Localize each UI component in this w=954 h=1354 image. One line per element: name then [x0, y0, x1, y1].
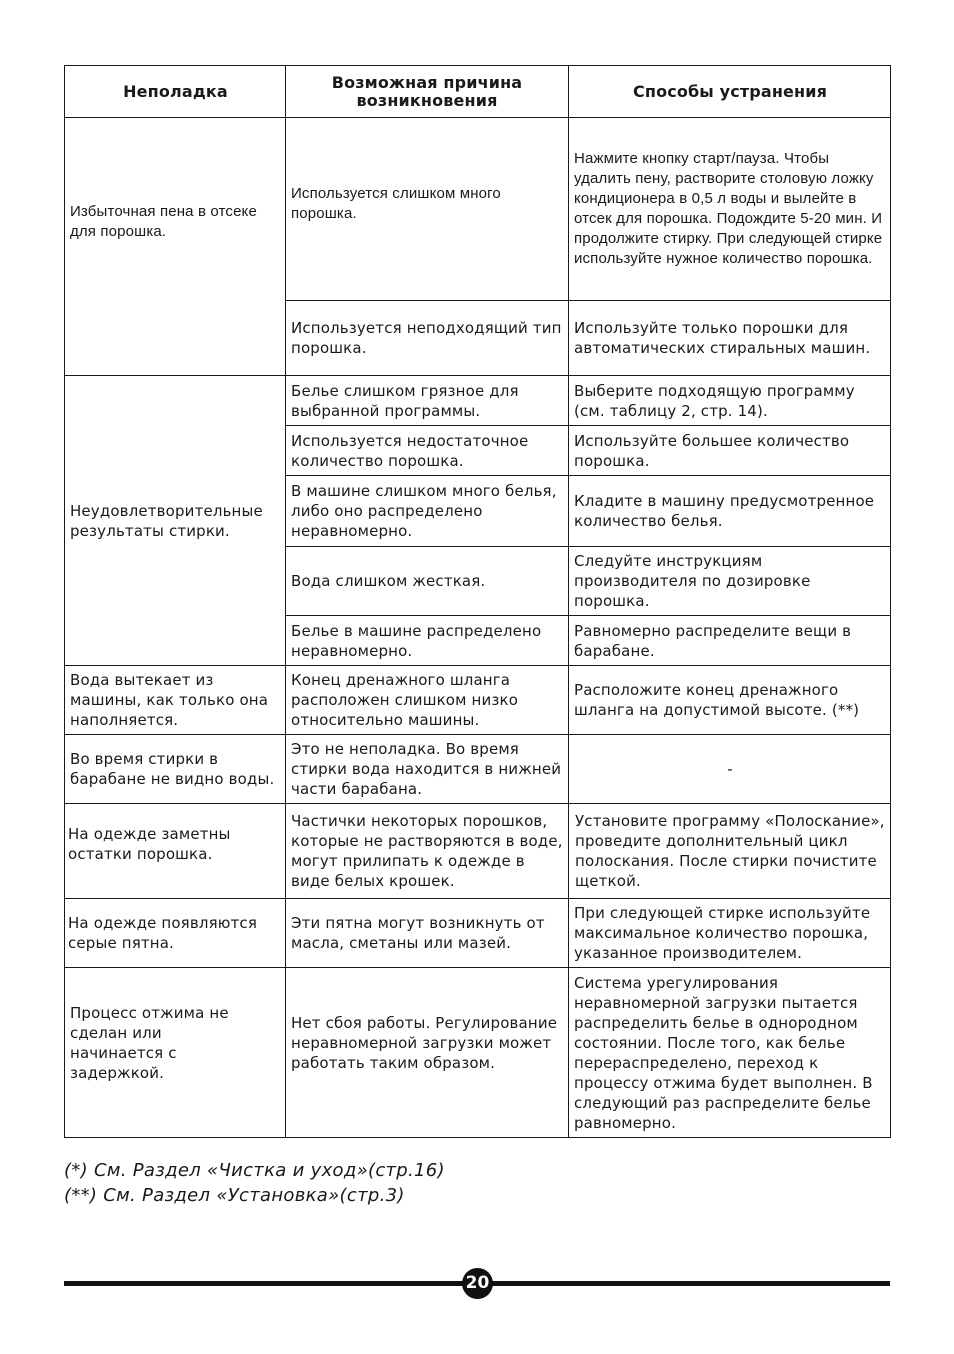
cause-cell: Белье в машине распределено неравномерно.: [286, 616, 569, 666]
solution-cell: Система урегулирования неравномерной загрузки пытается распределить белье в однородном состоянии. После того, как белье перераспределено, переход к процессу отжима будет выполнен. В следующий раз распределите белье равномерно.: [569, 968, 891, 1138]
footer-rule-right: [490, 1281, 890, 1286]
solution-cell: Используйте только порошки для автоматических стиральных машин.: [569, 301, 891, 376]
troubleshooting-table: [64, 65, 891, 1138]
footnote-installation: (**) См. Раздел «Установка»(стр.3): [64, 1185, 405, 1206]
table-row: [65, 666, 891, 735]
problem-cell: На одежде заметны остатки порошка.: [65, 804, 286, 899]
solution-cell: При следующей стирке используйте максимальное количество порошка, указанное производителем.: [569, 899, 891, 968]
header-cause: Возможная причина возникновения: [286, 66, 569, 118]
cause-cell: Используется недостаточное количество порошка.: [286, 426, 569, 476]
table-row: [65, 118, 891, 301]
cause-cell: Это не неполадка. Во время стирки вода находится в нижней части барабана.: [286, 735, 569, 804]
problem-cell: Во время стирки в барабане не видно воды.: [65, 735, 286, 804]
solution-cell: Нажмите кнопку старт/пауза. Чтобы удалить пену, растворите столовую ложку кондиционера в 0,5 л воды и вылейте в отсек для порошка. Подождите 5-20 мин. И продолжите стирку. При следующей стирке используйте нужное количество порошка.: [569, 118, 891, 301]
cause-cell: Используется неподходящий тип порошка.: [286, 301, 569, 376]
table-row: [65, 735, 891, 804]
cause-cell: Нет сбоя работы. Регулирование неравномерной загрузки может работать таким образом.: [286, 968, 569, 1138]
solution-cell: Расположите конец дренажного шланга на допустимой высоте. (**): [569, 666, 891, 735]
table-row: [65, 804, 891, 899]
footnote-cleaning: (*) См. Раздел «Чистка и уход»(стр.16): [64, 1160, 445, 1181]
problem-cell: Неудовлетворительные результаты стирки.: [65, 376, 286, 666]
header-problem: Неполадка: [65, 66, 286, 118]
cause-cell: В машине слишком много белья, либо оно распределено неравномерно.: [286, 476, 569, 547]
page-number: 20: [462, 1268, 493, 1299]
table-row: [65, 899, 891, 968]
problem-cell: Избыточная пена в отсеке для порошка.: [65, 118, 286, 376]
solution-cell: Равномерно распределите вещи в барабане.: [569, 616, 891, 666]
table-row: [65, 968, 891, 1138]
solution-cell: Установите программу «Полоскание», проведите дополнительный цикл полоскания. После стирки почистите щеткой.: [569, 804, 891, 899]
cause-cell: Эти пятна могут возникнуть от масла, сметаны или мазей.: [286, 899, 569, 968]
solution-cell: Следуйте инструкциям производителя по дозировке порошка.: [569, 547, 891, 616]
cause-cell: Вода слишком жесткая.: [286, 547, 569, 616]
table-header-row: [65, 66, 891, 118]
solution-cell: Используйте большее количество порошка.: [569, 426, 891, 476]
cause-cell: Используется слишком много порошка.: [286, 118, 569, 301]
header-solution: Способы устранения: [569, 66, 891, 118]
cause-cell: Белье слишком грязное для выбранной программы.: [286, 376, 569, 426]
solution-cell: Выберите подходящую программу (см. таблицу 2, стр. 14).: [569, 376, 891, 426]
footer-rule-left: [64, 1281, 466, 1286]
problem-cell: Процесс отжима не сделан или начинается с задержкой.: [65, 968, 286, 1138]
problem-cell: Вода вытекает из машины, как только она наполняется.: [65, 666, 286, 735]
cause-cell: Частички некоторых порошков, которые не растворяются в воде, могут прилипать к одежде в виде белых крошек.: [286, 804, 569, 899]
footnotes: [64, 1158, 445, 1208]
cause-cell: Конец дренажного шланга расположен слишком низко относительно машины.: [286, 666, 569, 735]
solution-cell: -: [569, 735, 891, 804]
solution-cell: Кладите в машину предусмотренное количество белья.: [569, 476, 891, 547]
table-row: [65, 376, 891, 426]
problem-cell: На одежде появляются серые пятна.: [65, 899, 286, 968]
